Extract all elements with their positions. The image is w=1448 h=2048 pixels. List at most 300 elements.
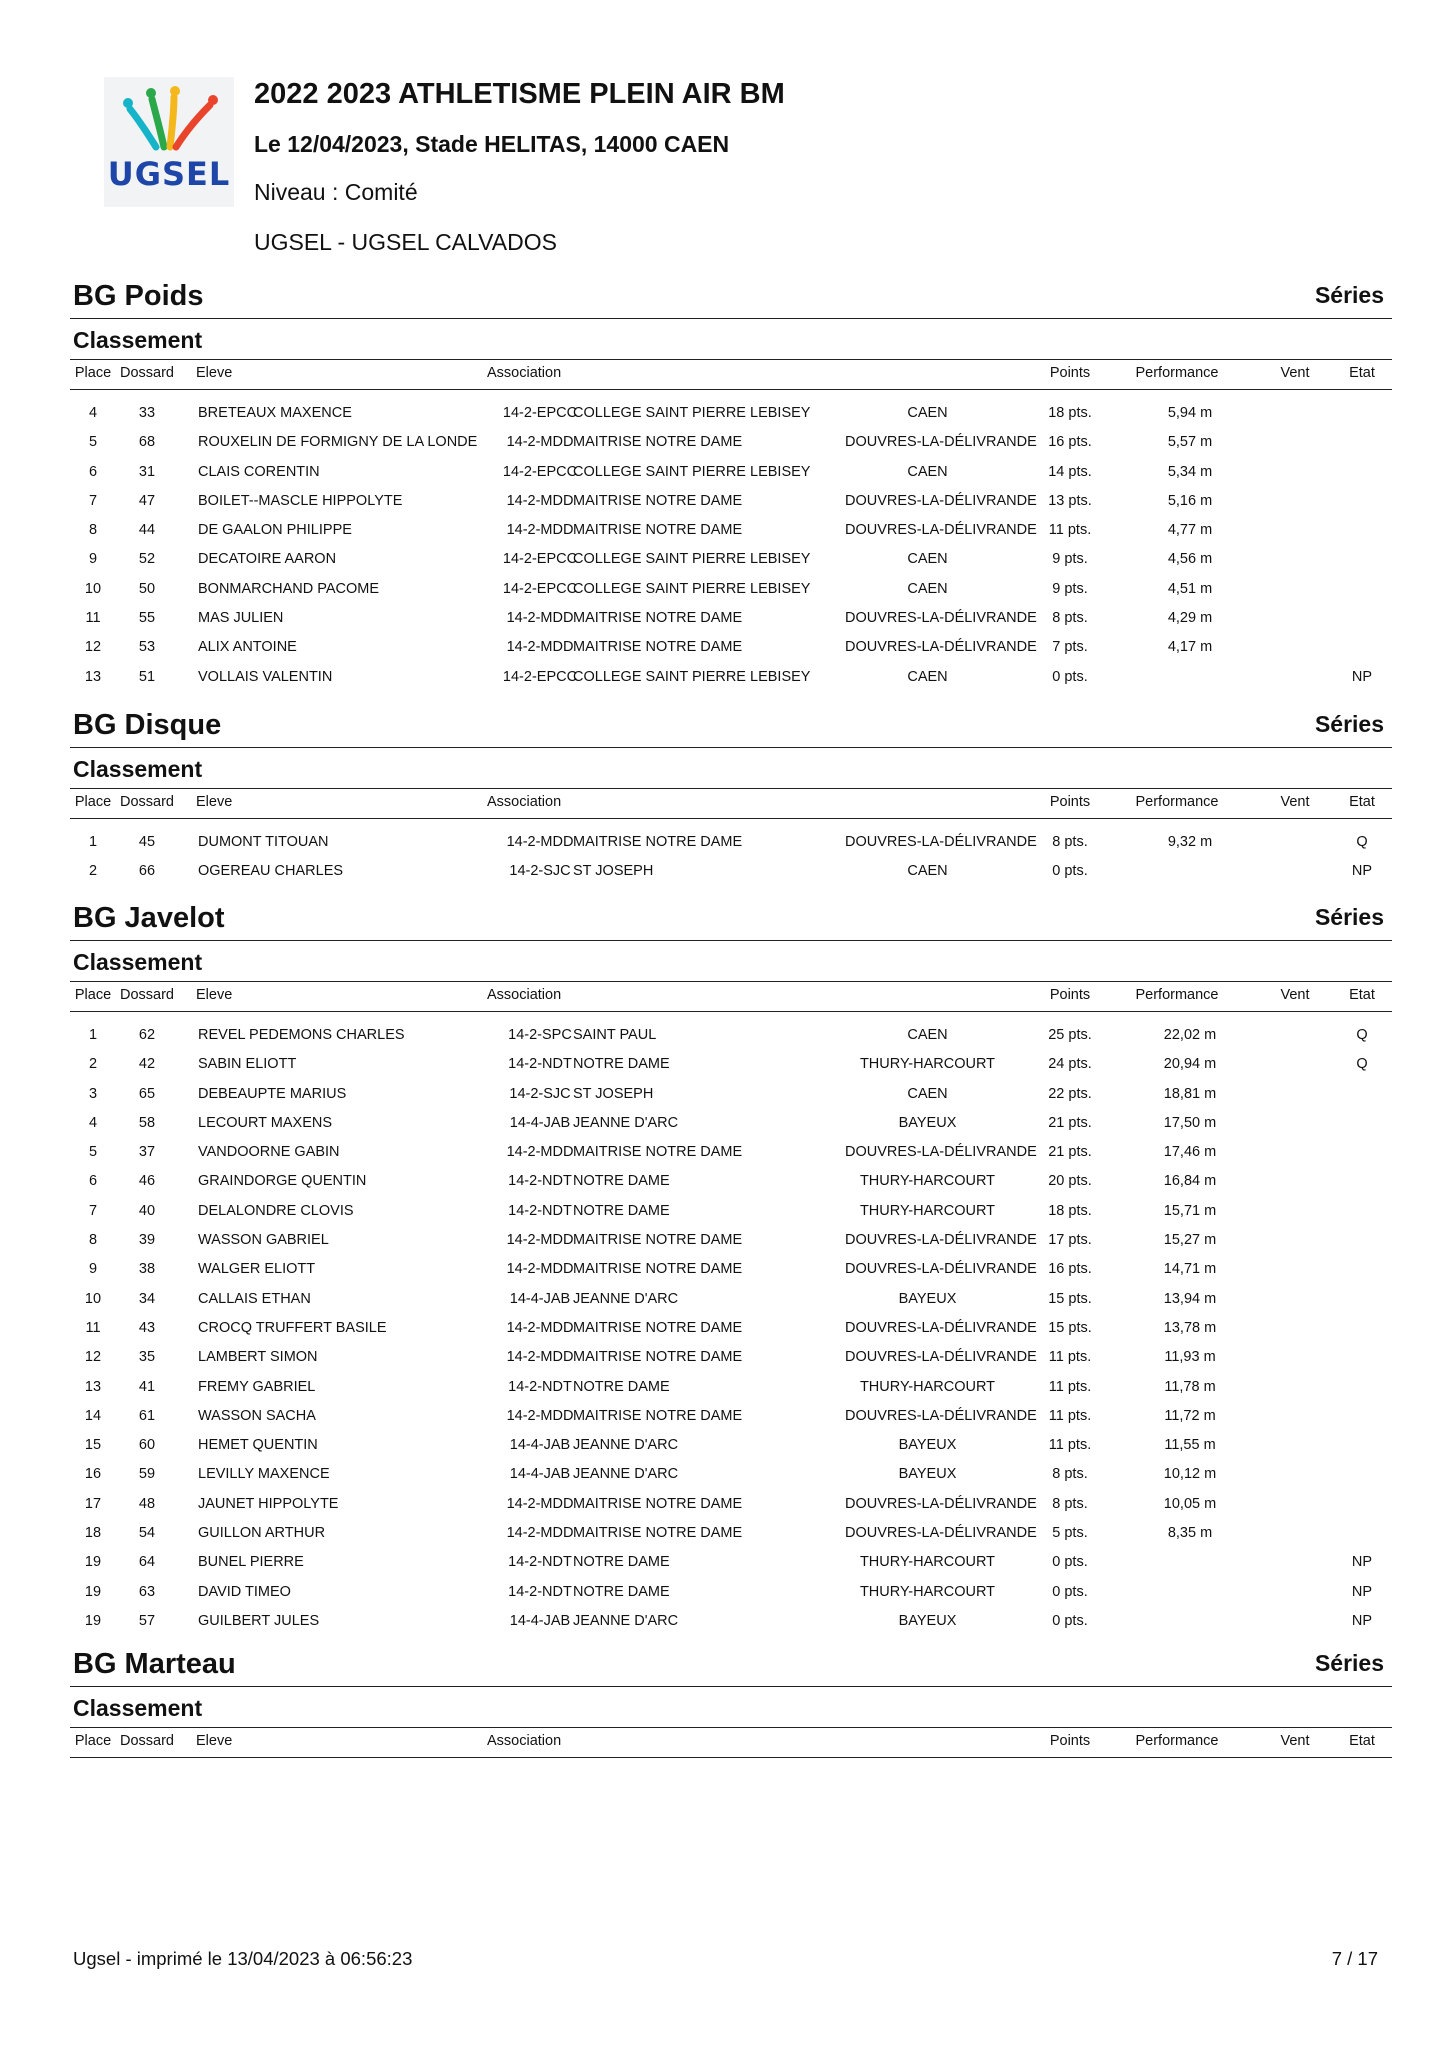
association-name-cell: JEANNE D'ARC: [573, 1437, 679, 1454]
dossard-cell: 64: [138, 1554, 156, 1571]
place-cell: 19: [84, 1583, 102, 1600]
section-bg-poids: [70, 280, 1392, 692]
table-row: [70, 663, 1392, 692]
place-cell: 1: [88, 1027, 98, 1043]
points-cell: 13 pts.: [1048, 492, 1092, 509]
results-table-body: [70, 390, 1392, 692]
performance-cell: 4,77 m: [1167, 522, 1213, 539]
points-cell: 5 pts.: [1052, 1525, 1088, 1542]
athlete-name-cell: DELALONDRE CLOVIS: [198, 1202, 354, 1219]
association-name-cell: NOTRE DAME: [573, 1202, 670, 1219]
table-row: [70, 1050, 1392, 1079]
association-city-cell: DOUVRES-LA-DÉLIVRANDE: [845, 1319, 1037, 1336]
association-city-cell: DOUVRES-LA-DÉLIVRANDE: [845, 1525, 1037, 1542]
association-name-cell: COLLEGE SAINT PIERRE LEBISEY: [573, 668, 811, 685]
performance-cell: 15,27 m: [1163, 1232, 1217, 1249]
association-code-cell: 14-2-MDD: [506, 1232, 574, 1249]
association-name-cell: JEANNE D'ARC: [573, 1114, 679, 1131]
table-row: [70, 1197, 1392, 1226]
association-code-cell: 14-2-NDT: [508, 1378, 572, 1395]
athlete-name-cell: REVEL PEDEMONS CHARLES: [198, 1027, 405, 1043]
col-dossard-header: Dossard: [120, 987, 174, 1003]
classement-label: Classement: [73, 327, 203, 353]
association-city-cell: DOUVRES-LA-DÉLIVRANDE: [845, 1407, 1037, 1424]
performance-cell: 5,57 m: [1167, 434, 1213, 451]
dossard-cell: 50: [138, 580, 156, 597]
association-code-cell: 14-4-JAB: [509, 1466, 571, 1483]
place-cell: 9: [88, 1261, 98, 1278]
competition-level: Niveau : Comité: [254, 179, 418, 205]
performance-cell: 4,29 m: [1167, 610, 1213, 627]
col-etat-header: Etat: [1349, 365, 1375, 381]
points-cell: 21 pts.: [1048, 1144, 1092, 1161]
dossard-cell: 58: [138, 1114, 156, 1131]
points-cell: 16 pts.: [1048, 434, 1092, 451]
association-name-cell: MAITRISE NOTRE DAME: [573, 434, 743, 451]
performance-cell: 15,71 m: [1163, 1202, 1217, 1219]
association-code-cell: 14-2-MDD: [506, 834, 574, 850]
dossard-cell: 43: [138, 1319, 156, 1336]
athlete-name-cell: HEMET QUENTIN: [198, 1437, 318, 1454]
association-code-cell: 14-2-MDD: [506, 1319, 574, 1336]
points-cell: 9 pts.: [1052, 551, 1088, 568]
section-title: BG Marteau: [73, 1648, 236, 1680]
table-row: [70, 1138, 1392, 1167]
points-cell: 0 pts.: [1052, 1612, 1088, 1629]
col-association-header: Association: [487, 365, 562, 381]
col-dossard-header: Dossard: [120, 794, 174, 810]
place-cell: 12: [84, 639, 102, 656]
association-code-cell: 14-2-MDD: [506, 1144, 574, 1161]
table-row: [70, 1490, 1392, 1519]
association-code-cell: 14-2-NDT: [508, 1202, 572, 1219]
association-code-cell: 14-2-EPCC: [502, 580, 578, 597]
dossard-cell: 52: [138, 551, 156, 568]
table-row: [70, 458, 1392, 487]
table-row: [70, 1080, 1392, 1109]
points-cell: 0 pts.: [1052, 1554, 1088, 1571]
points-cell: 15 pts.: [1048, 1319, 1092, 1336]
performance-cell: 4,51 m: [1167, 580, 1213, 597]
table-column-headers: [70, 982, 1392, 1012]
association-code-cell: 14-2-MDD: [506, 434, 574, 451]
association-code-cell: 14-2-MDD: [506, 1407, 574, 1424]
association-city-cell: DOUVRES-LA-DÉLIVRANDE: [845, 1144, 1037, 1161]
association-name-cell: COLLEGE SAINT PIERRE LEBISEY: [573, 580, 811, 597]
athlete-name-cell: BONMARCHAND PACOME: [198, 580, 379, 597]
ugsel-logo: [104, 77, 234, 207]
athlete-name-cell: OGEREAU CHARLES: [198, 863, 344, 880]
table-row: [70, 1607, 1392, 1636]
athlete-name-cell: BRETEAUX MAXENCE: [198, 405, 352, 421]
place-cell: 5: [88, 434, 98, 451]
table-row: [70, 604, 1392, 633]
dossard-cell: 62: [138, 1027, 156, 1043]
col-vent-header: Vent: [1280, 1733, 1310, 1749]
athlete-name-cell: DUMONT TITOUAN: [198, 834, 329, 850]
performance-cell: 4,17 m: [1167, 639, 1213, 656]
performance-cell: 4,56 m: [1167, 551, 1213, 568]
association-city-cell: DOUVRES-LA-DÉLIVRANDE: [845, 1495, 1037, 1512]
col-place-header: Place: [74, 794, 112, 810]
col-association-header: Association: [487, 794, 562, 810]
classement-heading: [70, 941, 1392, 982]
section-series-label: Séries: [1314, 1650, 1384, 1676]
association-name-cell: MAITRISE NOTRE DAME: [573, 522, 743, 539]
athlete-name-cell: GUILBERT JULES: [198, 1612, 320, 1629]
col-association-header: Association: [487, 1733, 562, 1749]
place-cell: 17: [84, 1495, 102, 1512]
table-row: [70, 1226, 1392, 1255]
status-cell: NP: [1351, 1554, 1373, 1571]
athlete-name-cell: DECATOIRE AARON: [198, 551, 337, 568]
place-cell: 10: [84, 1290, 102, 1307]
points-cell: 7 pts.: [1052, 639, 1088, 656]
dossard-cell: 31: [138, 463, 156, 480]
table-row: [70, 857, 1392, 886]
athlete-name-cell: MAS JULIEN: [198, 610, 284, 627]
table-column-headers: [70, 1728, 1392, 1758]
association-name-cell: NOTRE DAME: [573, 1056, 670, 1073]
athlete-name-cell: CLAIS CORENTIN: [198, 463, 320, 480]
table-row: [70, 1548, 1392, 1577]
association-code-cell: 14-2-MDD: [506, 1349, 574, 1366]
athlete-name-cell: VANDOORNE GABIN: [198, 1144, 340, 1161]
classement-label: Classement: [73, 949, 203, 975]
status-cell: NP: [1351, 863, 1373, 880]
association-name-cell: MAITRISE NOTRE DAME: [573, 1407, 743, 1424]
col-performance-header: Performance: [1135, 794, 1219, 810]
table-row: [70, 1578, 1392, 1607]
points-cell: 14 pts.: [1048, 463, 1092, 480]
association-name-cell: MAITRISE NOTRE DAME: [573, 834, 743, 850]
association-name-cell: SAINT PAUL: [573, 1027, 657, 1043]
place-cell: 11: [85, 1319, 101, 1336]
association-code-cell: 14-2-EPCC: [502, 463, 578, 480]
table-row: [70, 1285, 1392, 1314]
place-cell: 7: [88, 1202, 98, 1219]
association-code-cell: 14-2-EPCC: [502, 405, 578, 421]
points-cell: 11 pts.: [1048, 1378, 1092, 1395]
place-cell: 13: [84, 1378, 102, 1395]
association-code-cell: 14-2-MDD: [506, 522, 574, 539]
association-code-cell: 14-4-JAB: [509, 1612, 571, 1629]
association-code-cell: 14-2-EPCC: [502, 551, 578, 568]
association-code-cell: 14-2-MDD: [506, 492, 574, 509]
association-code-cell: 14-2-SJC: [509, 863, 571, 880]
association-city-cell: CAEN: [907, 863, 948, 880]
association-name-cell: MAITRISE NOTRE DAME: [573, 1495, 743, 1512]
performance-cell: 5,94 m: [1167, 405, 1213, 421]
points-cell: 11 pts.: [1048, 522, 1092, 539]
section-series-label: Séries: [1314, 711, 1384, 737]
col-association-header: Association: [487, 987, 562, 1003]
athlete-name-cell: DEBEAUPTE MARIUS: [198, 1085, 347, 1102]
table-row: [70, 1519, 1392, 1548]
place-cell: 7: [88, 492, 98, 509]
athlete-name-cell: VOLLAIS VALENTIN: [198, 668, 333, 685]
association-code-cell: 14-2-NDT: [508, 1554, 572, 1571]
association-city-cell: DOUVRES-LA-DÉLIVRANDE: [845, 1232, 1037, 1249]
status-cell: Q: [1356, 1027, 1368, 1043]
points-cell: 11 pts.: [1048, 1437, 1092, 1454]
association-city-cell: CAEN: [907, 1027, 948, 1043]
col-points-header: Points: [1049, 1733, 1091, 1749]
points-cell: 8 pts.: [1052, 1466, 1088, 1483]
athlete-name-cell: GRAINDORGE QUENTIN: [198, 1173, 367, 1190]
document-title: 2022 2023 ATHLETISME PLEIN AIR BM: [254, 78, 785, 110]
dossard-cell: 42: [138, 1056, 156, 1073]
place-cell: 18: [84, 1525, 102, 1542]
dossard-cell: 54: [138, 1525, 156, 1542]
association-city-cell: THURY-HARCOURT: [859, 1583, 996, 1600]
association-name-cell: COLLEGE SAINT PIERRE LEBISEY: [573, 463, 811, 480]
col-vent-header: Vent: [1280, 365, 1310, 381]
performance-cell: 11,72 m: [1164, 1407, 1216, 1424]
dossard-cell: 44: [138, 522, 156, 539]
section-heading: [70, 280, 1392, 319]
dossard-cell: 38: [138, 1261, 156, 1278]
athlete-name-cell: JAUNET HIPPOLYTE: [198, 1495, 339, 1512]
classement-heading: [70, 319, 1392, 360]
dossard-cell: 59: [138, 1466, 156, 1483]
place-cell: 12: [84, 1349, 102, 1366]
results-table-body: [70, 1758, 1392, 1767]
athlete-name-cell: DAVID TIMEO: [198, 1583, 291, 1600]
association-code-cell: 14-2-MDD: [506, 1261, 574, 1278]
table-row: [70, 1431, 1392, 1460]
status-cell: NP: [1351, 1583, 1373, 1600]
col-eleve-header: Eleve: [196, 794, 233, 810]
performance-cell: 10,05 m: [1163, 1495, 1217, 1512]
points-cell: 16 pts.: [1048, 1261, 1092, 1278]
association-name-cell: MAITRISE NOTRE DAME: [573, 1319, 743, 1336]
association-code-cell: 14-2-SJC: [509, 1085, 571, 1102]
association-name-cell: MAITRISE NOTRE DAME: [573, 1525, 743, 1542]
association-code-cell: 14-4-JAB: [509, 1114, 571, 1131]
col-vent-header: Vent: [1280, 987, 1310, 1003]
status-cell: NP: [1351, 1612, 1373, 1629]
table-row: [70, 1373, 1392, 1402]
association-city-cell: CAEN: [907, 463, 948, 480]
table-column-headers: [70, 789, 1392, 819]
points-cell: 20 pts.: [1048, 1173, 1092, 1190]
athlete-name-cell: BOILET--MASCLE HIPPOLYTE: [198, 492, 403, 509]
place-cell: 4: [88, 1114, 98, 1131]
athlete-name-cell: DE GAALON PHILIPPE: [198, 522, 352, 539]
performance-cell: 11,93 m: [1164, 1349, 1216, 1366]
performance-cell: 8,35 m: [1167, 1525, 1213, 1542]
association-city-cell: CAEN: [907, 668, 948, 685]
points-cell: 18 pts.: [1048, 405, 1092, 421]
points-cell: 0 pts.: [1052, 1583, 1088, 1600]
place-cell: 9: [88, 551, 98, 568]
classement-label: Classement: [73, 1695, 203, 1721]
section-bg-disque: [70, 709, 1392, 887]
organization: UGSEL - UGSEL CALVADOS: [254, 229, 557, 255]
association-name-cell: MAITRISE NOTRE DAME: [573, 639, 743, 656]
dossard-cell: 53: [138, 639, 156, 656]
dossard-cell: 61: [138, 1407, 156, 1424]
dossard-cell: 47: [138, 492, 156, 509]
place-cell: 13: [84, 668, 102, 685]
performance-cell: 20,94 m: [1163, 1056, 1217, 1073]
performance-cell: 10,12 m: [1163, 1466, 1217, 1483]
col-etat-header: Etat: [1349, 794, 1375, 810]
section-heading: [70, 1648, 1392, 1687]
dossard-cell: 68: [138, 434, 156, 451]
association-name-cell: MAITRISE NOTRE DAME: [573, 1349, 743, 1366]
association-code-cell: 14-2-MDD: [506, 1495, 574, 1512]
athlete-name-cell: FREMY GABRIEL: [198, 1378, 316, 1395]
status-cell: Q: [1356, 834, 1368, 850]
association-name-cell: NOTRE DAME: [573, 1554, 670, 1571]
col-performance-header: Performance: [1135, 365, 1219, 381]
performance-cell: 9,32 m: [1167, 834, 1213, 850]
place-cell: 2: [88, 863, 98, 880]
association-name-cell: ST JOSEPH: [573, 863, 654, 880]
association-city-cell: DOUVRES-LA-DÉLIVRANDE: [845, 434, 1037, 451]
association-name-cell: JEANNE D'ARC: [573, 1290, 679, 1307]
table-row: [70, 487, 1392, 516]
athlete-name-cell: LAMBERT SIMON: [198, 1349, 318, 1366]
athlete-name-cell: WALGER ELIOTT: [198, 1261, 316, 1278]
section-heading: [70, 902, 1392, 941]
col-dossard-header: Dossard: [120, 1733, 174, 1749]
dossard-cell: 41: [138, 1378, 156, 1395]
table-row: [70, 1255, 1392, 1284]
table-row: [70, 1402, 1392, 1431]
col-points-header: Points: [1049, 365, 1091, 381]
dossard-cell: 40: [138, 1202, 156, 1219]
dossard-cell: 46: [138, 1173, 156, 1190]
col-performance-header: Performance: [1135, 987, 1219, 1003]
association-city-cell: DOUVRES-LA-DÉLIVRANDE: [845, 834, 1037, 850]
place-cell: 3: [88, 1085, 98, 1102]
page-number: 7 / 17: [1331, 1948, 1378, 1969]
place-cell: 2: [88, 1056, 98, 1073]
points-cell: 17 pts.: [1048, 1232, 1092, 1249]
event-date-location: Le 12/04/2023, Stade HELITAS, 14000 CAEN: [254, 131, 730, 157]
association-city-cell: BAYEUX: [898, 1437, 957, 1454]
performance-cell: 14,71 m: [1163, 1261, 1217, 1278]
association-code-cell: 14-2-NDT: [508, 1056, 572, 1073]
dossard-cell: 51: [138, 668, 156, 685]
points-cell: 0 pts.: [1052, 863, 1088, 880]
performance-cell: 17,50 m: [1163, 1114, 1217, 1131]
status-cell: Q: [1356, 1056, 1368, 1073]
association-name-cell: COLLEGE SAINT PIERRE LEBISEY: [573, 405, 811, 421]
table-row: [70, 828, 1392, 857]
points-cell: 9 pts.: [1052, 580, 1088, 597]
col-vent-header: Vent: [1280, 794, 1310, 810]
results-table-body: [70, 1012, 1392, 1636]
performance-cell: 13,94 m: [1163, 1290, 1217, 1307]
association-name-cell: MAITRISE NOTRE DAME: [573, 492, 743, 509]
performance-cell: 5,16 m: [1167, 492, 1213, 509]
dossard-cell: 60: [138, 1437, 156, 1454]
association-code-cell: 14-2-MDD: [506, 639, 574, 656]
place-cell: 11: [85, 610, 101, 627]
place-cell: 4: [88, 405, 98, 421]
classement-heading: [70, 1687, 1392, 1728]
results-table-body: [70, 819, 1392, 887]
dossard-cell: 63: [138, 1583, 156, 1600]
association-city-cell: DOUVRES-LA-DÉLIVRANDE: [845, 610, 1037, 627]
athlete-name-cell: CROCQ TRUFFERT BASILE: [198, 1319, 387, 1336]
col-performance-header: Performance: [1135, 1733, 1219, 1749]
association-code-cell: 14-2-EPCC: [502, 668, 578, 685]
place-cell: 19: [84, 1554, 102, 1571]
points-cell: 8 pts.: [1052, 834, 1088, 850]
section-bg-javelot: [70, 902, 1392, 1636]
performance-cell: 18,81 m: [1163, 1085, 1217, 1102]
athlete-name-cell: GUILLON ARTHUR: [198, 1525, 326, 1542]
dossard-cell: 45: [138, 834, 156, 850]
dossard-cell: 66: [138, 863, 156, 880]
section-heading: [70, 709, 1392, 748]
points-cell: 11 pts.: [1048, 1349, 1092, 1366]
place-cell: 19: [84, 1612, 102, 1629]
association-name-cell: NOTRE DAME: [573, 1378, 670, 1395]
dossard-cell: 34: [138, 1290, 156, 1307]
col-place-header: Place: [74, 365, 112, 381]
table-row: [70, 575, 1392, 604]
dossard-cell: 37: [138, 1144, 156, 1161]
place-cell: 14: [84, 1407, 102, 1424]
association-city-cell: DOUVRES-LA-DÉLIVRANDE: [845, 1261, 1037, 1278]
athlete-name-cell: SABIN ELIOTT: [198, 1056, 297, 1073]
performance-cell: 13,78 m: [1163, 1319, 1217, 1336]
place-cell: 6: [88, 1173, 98, 1190]
dossard-cell: 33: [138, 405, 156, 421]
table-row: [70, 1460, 1392, 1489]
place-cell: 10: [84, 580, 102, 597]
association-code-cell: 14-2-MDD: [506, 1525, 574, 1542]
dossard-cell: 39: [138, 1232, 156, 1249]
association-code-cell: 14-2-NDT: [508, 1583, 572, 1600]
dossard-cell: 35: [138, 1349, 156, 1366]
association-name-cell: MAITRISE NOTRE DAME: [573, 1232, 743, 1249]
points-cell: 22 pts.: [1048, 1085, 1092, 1102]
association-city-cell: DOUVRES-LA-DÉLIVRANDE: [845, 639, 1037, 656]
table-column-headers: [70, 360, 1392, 390]
association-code-cell: 14-2-SPC: [508, 1027, 572, 1043]
section-title: BG Javelot: [73, 902, 225, 934]
athlete-name-cell: ALIX ANTOINE: [198, 639, 297, 656]
status-cell: NP: [1351, 668, 1373, 685]
athlete-name-cell: CALLAIS ETHAN: [198, 1290, 311, 1307]
points-cell: 25 pts.: [1048, 1027, 1092, 1043]
association-name-cell: JEANNE D'ARC: [573, 1466, 679, 1483]
dossard-cell: 65: [138, 1085, 156, 1102]
col-dossard-header: Dossard: [120, 365, 174, 381]
place-cell: 6: [88, 463, 98, 480]
place-cell: 8: [88, 522, 98, 539]
athlete-name-cell: LECOURT MAXENS: [198, 1114, 333, 1131]
classement-heading: [70, 748, 1392, 789]
association-name-cell: MAITRISE NOTRE DAME: [573, 1261, 743, 1278]
athlete-name-cell: BUNEL PIERRE: [198, 1554, 304, 1571]
col-eleve-header: Eleve: [196, 365, 233, 381]
association-city-cell: BAYEUX: [898, 1612, 957, 1629]
performance-cell: 22,02 m: [1163, 1027, 1217, 1043]
association-city-cell: CAEN: [907, 551, 948, 568]
performance-cell: 5,34 m: [1167, 463, 1213, 480]
performance-cell: 16,84 m: [1163, 1173, 1217, 1190]
association-city-cell: DOUVRES-LA-DÉLIVRANDE: [845, 492, 1037, 509]
athlete-name-cell: ROUXELIN DE FORMIGNY DE LA LONDE: [198, 434, 478, 451]
